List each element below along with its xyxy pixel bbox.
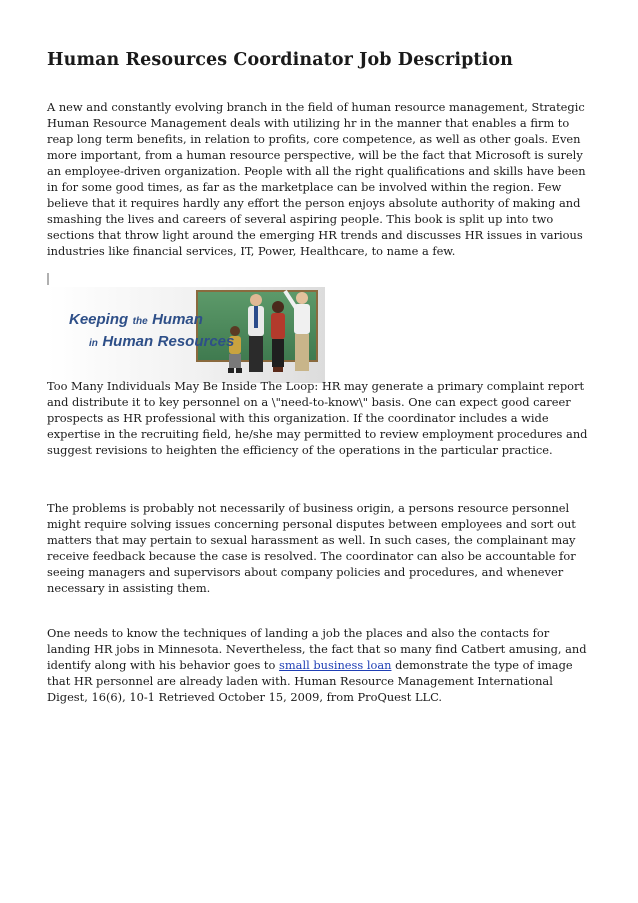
small-business-loan-link[interactable]: small business loan bbox=[279, 658, 392, 672]
caption-word: Keeping bbox=[69, 311, 129, 328]
illustration-caption bbox=[69, 310, 234, 354]
closing-text-before-link: One needs to know the techniques of landing a job the places and also the contacts for landing HR jobs in Minnesota. Nevertheless, the fact that so many find Catbert amusing, and identify along with his behavior goes to bbox=[47, 626, 587, 672]
body-paragraph: Too Many Individuals May Be Inside The Loop: HR may generate a primary complaint report and distribute it to key personnel on a \"need-to-know\" basis. One can expect good career prospects as HR professional with this organization. If the coordinator includes a wide expertise in the recruiting field, he/she may permitted to review employment procedures and suggest revisions to heighten the efficiency of the operations in the particular practice. bbox=[47, 379, 588, 457]
closing-paragraph bbox=[47, 625, 595, 705]
caption-word: the bbox=[132, 316, 148, 327]
closing-text-after-link: demonstrate the type of image that HR personnel are already laden with. Human Resource Management International Digest, 16(6), 10-1 Retrieved October 15, 2009, from ProQuest LLC. bbox=[47, 658, 573, 704]
caption-word: Human bbox=[152, 311, 203, 328]
caption-word: in bbox=[89, 338, 98, 349]
caption-word: Human bbox=[102, 333, 154, 350]
keeping-human-illustration bbox=[47, 273, 325, 383]
caption-word: Resources bbox=[157, 333, 235, 350]
intro-paragraph: A new and constantly evolving branch in the field of human resource management, Strategic Human Resource Management deals with utilizing hr in the manner that enables a firm to reap long term benefits, in relation to profits, core competence, as well as other goals. Even more important, from a human resource perspective, will be the fact that Microsoft is surely an employee-driven organization. People with all the right qualifications and skills have been in for some good times, as far as the marketplace can be involved within the region. Few believe that it requires hardly any effort the person enjoys absolute authority of making and smashing the lives and careers of several aspiring people. This book is split up into two sections that throw light around the emerging HR trends and discusses HR issues in various industries like financial services, IT, Power, Healthcare, to name a few. bbox=[47, 100, 586, 258]
page-title: Human Resources Coordinator Job Description bbox=[47, 50, 513, 70]
body-paragraph: The problems is probably not necessarily of business origin, a persons resource personnel might require solving issues concerning personal disputes between employees and sort out matters that may pertain to sexual harassment as well. In such cases, the complainant may receive feedback because the case is resolved. The coordinator can also be accountable for seeing managers and supervisors about company policies and procedures, and whenever necessary in assisting them. bbox=[47, 501, 576, 595]
